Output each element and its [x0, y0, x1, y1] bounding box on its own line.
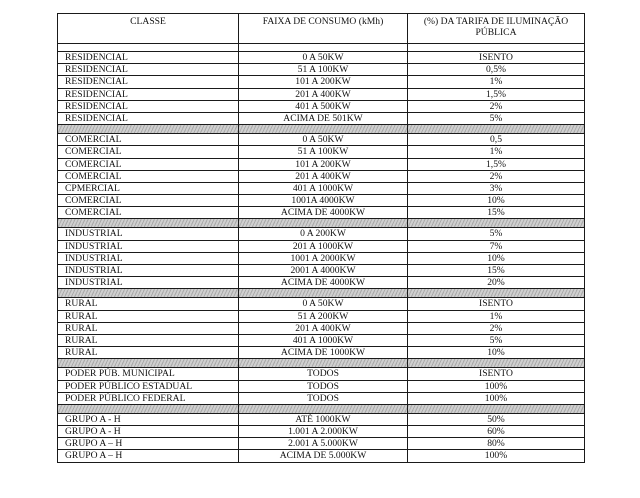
empty-cell [58, 44, 239, 52]
table-row [58, 426, 585, 438]
faixa-cell: 0 A 50KW [239, 298, 408, 310]
table-row [58, 311, 585, 323]
shaded-separator [239, 359, 408, 368]
shaded-separator [408, 405, 585, 414]
faixa-cell: 401 A 1000KW [239, 183, 408, 195]
table-row [58, 381, 585, 393]
tarifa-cell: 1,5% [408, 159, 585, 171]
tarifa-cell: 15% [408, 265, 585, 277]
table-row [58, 335, 585, 347]
classe-cell: GRUPO A – H [58, 450, 239, 462]
classe-cell: GRUPO A - H [58, 426, 239, 438]
classe-cell: RESIDENCIAL [58, 76, 239, 88]
faixa-cell: ACIMA DE 4000KW [239, 277, 408, 289]
table-row [58, 101, 585, 113]
faixa-cell: 2001 A 4000KW [239, 265, 408, 277]
table-row [58, 159, 585, 171]
classe-cell: INDUSTRIAL [58, 241, 239, 253]
tarifa-cell: 10% [408, 253, 585, 265]
tarifa-cell: 1% [408, 76, 585, 88]
classe-cell: RESIDENCIAL [58, 89, 239, 101]
tarifa-cell: 0,5 [408, 134, 585, 146]
tarifa-cell: 5% [408, 335, 585, 347]
classe-cell: INDUSTRIAL [58, 265, 239, 277]
table-row [58, 393, 585, 405]
table-row [58, 113, 585, 125]
shaded-separator [408, 219, 585, 228]
header-classe: CLASSE [58, 14, 239, 44]
classe-cell: RURAL [58, 298, 239, 310]
classe-cell: COMERCIAL [58, 134, 239, 146]
shaded-separator [408, 289, 585, 298]
separator-row [58, 289, 585, 298]
table-row [58, 89, 585, 101]
classe-cell: PODER PÚB. MUNICIPAL [58, 368, 239, 380]
faixa-cell: TODOS [239, 368, 408, 380]
table-row [58, 277, 585, 289]
tarifa-cell: 100% [408, 393, 585, 405]
shaded-separator [58, 219, 239, 228]
header-tarifa: (%) DA TARIFA DE ILUMINAÇÃO PÚBLICA [408, 14, 585, 44]
classe-cell: INDUSTRIAL [58, 253, 239, 265]
table-row [58, 146, 585, 158]
tarifa-cell: 5% [408, 113, 585, 125]
separator-row [58, 359, 585, 368]
separator-row [58, 125, 585, 134]
tarifa-cell: 1% [408, 146, 585, 158]
faixa-cell: 1.001 A 2.000KW [239, 426, 408, 438]
tarifa-cell: 10% [408, 195, 585, 207]
table-row [58, 414, 585, 426]
classe-cell: COMERCIAL [58, 195, 239, 207]
faixa-cell: TODOS [239, 393, 408, 405]
empty-cell [239, 44, 408, 52]
tarifa-cell: 80% [408, 438, 585, 450]
faixa-cell: 0 A 50KW [239, 134, 408, 146]
shaded-separator [58, 405, 239, 414]
faixa-cell: ACIMA DE 4000KW [239, 207, 408, 219]
table-row [58, 368, 585, 380]
faixa-cell: 1001 A 2000KW [239, 253, 408, 265]
header-faixa: FAIXA DE CONSUMO (kMh) [239, 14, 408, 44]
faixa-cell: 101 A 200KW [239, 159, 408, 171]
table-row [58, 76, 585, 88]
table-row [58, 64, 585, 76]
table-row [58, 323, 585, 335]
tarifa-cell: 2% [408, 323, 585, 335]
separator-row [58, 219, 585, 228]
classe-cell: GRUPO A - H [58, 414, 239, 426]
table-row [58, 298, 585, 310]
table-row [58, 207, 585, 219]
tarifa-cell: 15% [408, 207, 585, 219]
tarifa-cell: 20% [408, 277, 585, 289]
tarifa-cell: 7% [408, 241, 585, 253]
classe-cell: RESIDENCIAL [58, 113, 239, 125]
table-row [58, 183, 585, 195]
table-row [58, 241, 585, 253]
shaded-separator [408, 125, 585, 134]
table-row [58, 52, 585, 64]
table-row [58, 171, 585, 183]
tarifa-cell: 5% [408, 228, 585, 240]
faixa-cell: 101 A 200KW [239, 76, 408, 88]
table-row [58, 450, 585, 462]
table-row [58, 265, 585, 277]
tarifa-cell: 2% [408, 101, 585, 113]
tarifa-cell: 0,5% [408, 64, 585, 76]
faixa-cell: 0 A 50KW [239, 52, 408, 64]
classe-cell: COMERCIAL [58, 146, 239, 158]
tarifa-cell: 50% [408, 414, 585, 426]
shaded-separator [58, 359, 239, 368]
table-row [58, 195, 585, 207]
classe-cell: GRUPO A – H [58, 438, 239, 450]
faixa-cell: ACIMA DE 1000KW [239, 347, 408, 359]
classe-cell: RURAL [58, 347, 239, 359]
classe-cell: INDUSTRIAL [58, 228, 239, 240]
table-row [58, 347, 585, 359]
empty-cell [408, 44, 585, 52]
faixa-cell: 201 A 400KW [239, 323, 408, 335]
shaded-separator [239, 405, 408, 414]
tarifa-cell: 2% [408, 171, 585, 183]
classe-cell: RURAL [58, 311, 239, 323]
tarifa-cell: 100% [408, 381, 585, 393]
tarifa-cell: 3% [408, 183, 585, 195]
faixa-cell: 1001A 4000KW [239, 195, 408, 207]
classe-cell: RESIDENCIAL [58, 52, 239, 64]
shaded-separator [58, 289, 239, 298]
table-row [58, 438, 585, 450]
classe-cell: COMERCIAL [58, 159, 239, 171]
separator-row [58, 405, 585, 414]
faixa-cell: ACIMA DE 501KW [239, 113, 408, 125]
shaded-separator [239, 219, 408, 228]
table-row [58, 253, 585, 265]
tarifa-cell: ISENTO [408, 52, 585, 64]
classe-cell: COMERCIAL [58, 171, 239, 183]
faixa-cell: 0 A 200KW [239, 228, 408, 240]
shaded-separator [408, 359, 585, 368]
faixa-cell: TODOS [239, 381, 408, 393]
classe-cell: COMERCIAL [58, 207, 239, 219]
tarifa-cell: ISENTO [408, 298, 585, 310]
faixa-cell: 401 A 500KW [239, 101, 408, 113]
classe-cell: CPMERCIAL [58, 183, 239, 195]
faixa-cell: 51 A 200KW [239, 311, 408, 323]
table-row [58, 228, 585, 240]
faixa-cell: 2.001 A 5.000KW [239, 438, 408, 450]
tarifa-cell: 1% [408, 311, 585, 323]
faixa-cell: ATÉ 1000KW [239, 414, 408, 426]
faixa-cell: 401 A 1000KW [239, 335, 408, 347]
tarifa-cell: ISENTO [408, 368, 585, 380]
faixa-cell: ACIMA DE 5.000KW [239, 450, 408, 462]
shaded-separator [239, 289, 408, 298]
table-body [58, 44, 585, 463]
faixa-cell: 201 A 400KW [239, 89, 408, 101]
faixa-cell: 201 A 1000KW [239, 241, 408, 253]
spacer-row [58, 44, 585, 52]
faixa-cell: 201 A 400KW [239, 171, 408, 183]
classe-cell: PODER PÚBLICO FEDERAL [58, 393, 239, 405]
table-header [58, 14, 585, 44]
classe-cell: RESIDENCIAL [58, 64, 239, 76]
shaded-separator [239, 125, 408, 134]
tarifa-cell: 60% [408, 426, 585, 438]
classe-cell: PODER PÚBLICO ESTADUAL [58, 381, 239, 393]
shaded-separator [58, 125, 239, 134]
table-row [58, 134, 585, 146]
tarifa-cell: 1,5% [408, 89, 585, 101]
tarifa-cell: 100% [408, 450, 585, 462]
classe-cell: RURAL [58, 335, 239, 347]
classe-cell: INDUSTRIAL [58, 277, 239, 289]
faixa-cell: 51 A 100KW [239, 146, 408, 158]
tarifa-cell: 10% [408, 347, 585, 359]
tariff-table [57, 13, 585, 463]
faixa-cell: 51 A 100KW [239, 64, 408, 76]
classe-cell: RURAL [58, 323, 239, 335]
classe-cell: RESIDENCIAL [58, 101, 239, 113]
